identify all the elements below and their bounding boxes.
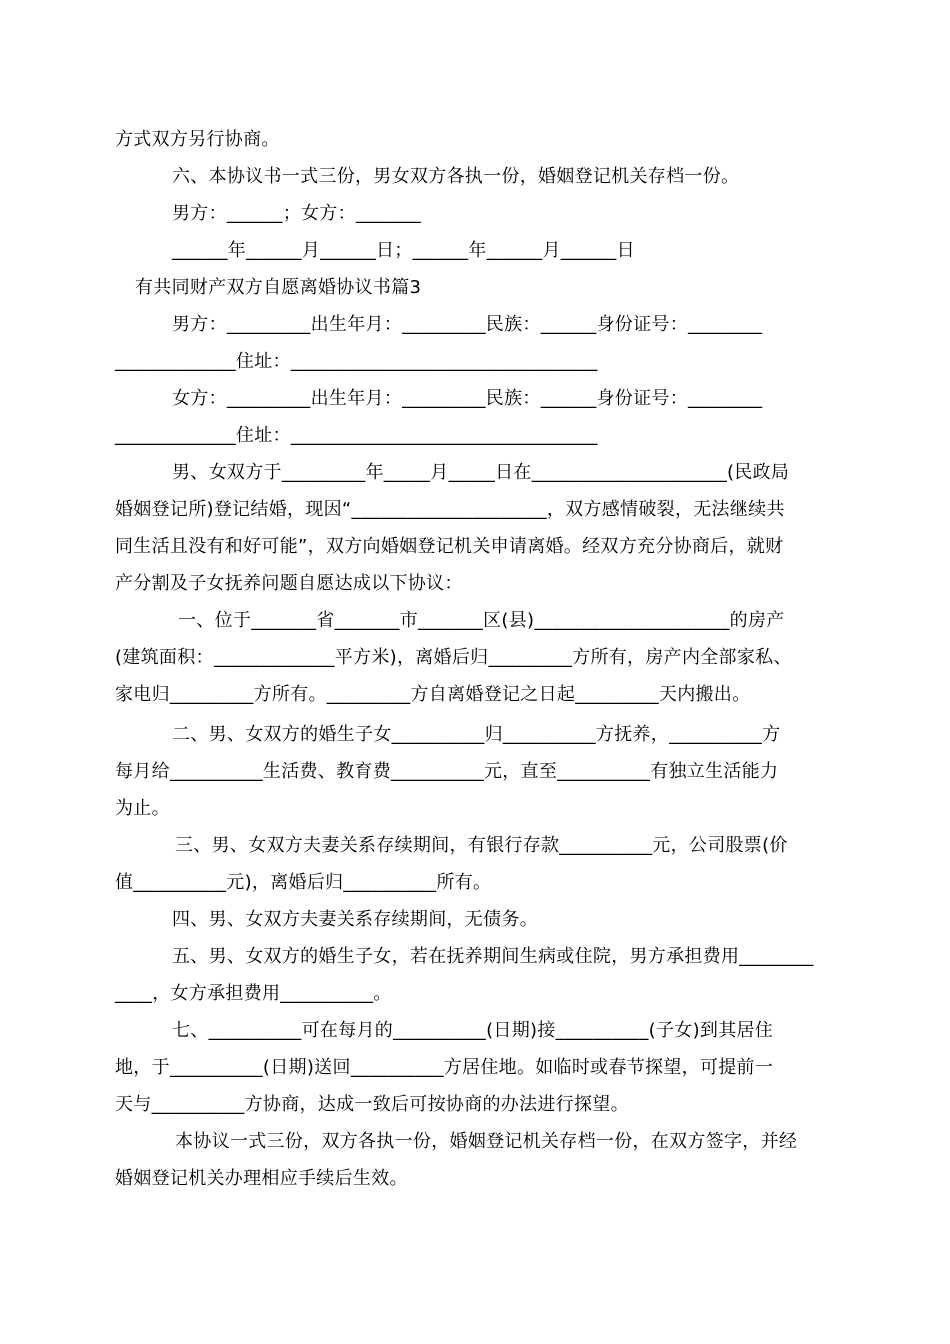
text-line: 为止。 [115,798,170,819]
text-line: 五、男、女双方的婚生子女，若在抚养期间生病或住院，男方承担费用________ [172,946,814,967]
section-heading: 有共同财产双方自愿离婚协议书篇3 [135,277,422,298]
text-line: 值__________元)，离婚后归__________所有。 [115,872,492,893]
text-line: 一、位于_______省_______市_______区(县)_____________________的房产 [178,610,785,631]
text-line: 家电归_________方所有。_________方自离婚登记之日起_________天内搬出。 [115,684,751,705]
text-line: 产分割及子女抚养问题自愿达成以下协议： [115,573,463,594]
text-line: 四、男、女双方夫妻关系存续期间，无债务。 [172,909,538,930]
text-line: 女方：_________出生年月：_________民族：______身份证号：________ [172,388,763,409]
text-line: 男、女双方于_________年_____月_____日在_____________________(民政局 [172,462,790,483]
text-line: 二、男、女双方的婚生子女__________归__________方抚养，__________方 [172,724,781,745]
text-line: ____，女方承担费用__________。 [115,983,392,1004]
text-line: 七、__________可在每月的__________(日期)接__________(子女)到其居住 [172,1020,774,1041]
text-line: 六、本协议书一式三份，男女双方各执一份，婚姻登记机关存档一份。 [172,166,740,187]
text-line: 男方：_________出生年月：_________民族：______身份证号：________ [172,314,763,335]
text-line: 婚姻登记所)登记结婚，现因“_____________________，双方感情破裂，无法继续共 [115,499,785,520]
date-line: ______年______月______日；______年______月______日 [172,240,635,261]
text-line: 三、男、女双方夫妻关系存续期间，有银行存款__________元，公司股票(价 [175,835,788,856]
text-line: (建筑面积：_____________平方米)，离婚后归_________方所有，房产内全部家私、 [115,647,792,668]
text-line: 每月给__________生活费、教育费__________元，直至__________有独立生活能力 [115,761,779,782]
text-line: _____________住址：_________________________________ [115,351,598,372]
text-line: _____________住址：_________________________________ [115,425,598,446]
text-line: 天与__________方协商，达成一致后可按协商的办法进行探望。 [115,1094,629,1115]
text-line: 方式双方另行协商。 [115,129,280,150]
text-line: 地，于__________(日期)送回__________方居住地。如临时或春节探望，可提前一 [115,1057,774,1078]
signature-line: 男方：______；女方：_______ [172,203,421,224]
text-line: 婚姻登记机关办理相应手续后生效。 [115,1168,408,1189]
text-line: 本协议一式三份，双方各执一份，婚姻登记机关存档一份，在双方签字，并经 [175,1131,798,1152]
text-line: 同生活且没有和好可能”，双方向婚姻登记机关申请离婚。经双方充分协商后，就财 [115,536,784,557]
